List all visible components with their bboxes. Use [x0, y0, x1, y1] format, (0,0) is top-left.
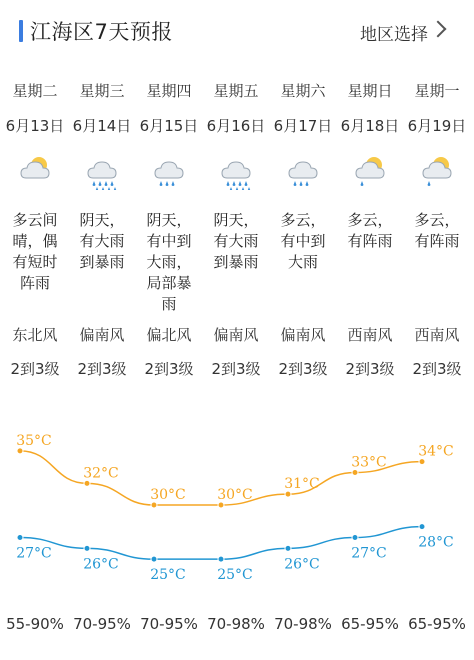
rain-icon — [136, 154, 202, 190]
page-title: 江海区7天预报 — [30, 20, 173, 44]
day-date: 6月14日 — [72, 117, 132, 135]
low-temp-point — [17, 535, 23, 541]
day-description: 多云，有阵雨 — [414, 211, 460, 250]
low-temp-point — [151, 556, 157, 562]
day-weekday: 星期一 — [414, 82, 460, 100]
day-date: 6月19日 — [407, 117, 467, 135]
day-description: 阴天，有中到大雨，局部暴雨 — [146, 211, 192, 313]
forecast-header — [0, 0, 474, 62]
sun-shower-icon — [404, 154, 470, 190]
day-humidity: 55-90% — [6, 615, 64, 633]
day-wind-level: 2到3级 — [144, 360, 194, 378]
heavy-rain-icon — [69, 154, 135, 190]
day-humidity: 65-95% — [341, 615, 399, 633]
sun-shower-icon — [337, 154, 403, 190]
day-wind-level: 2到3级 — [278, 360, 328, 378]
day-wind-level: 2到3级 — [412, 360, 462, 378]
day-weekday: 星期四 — [146, 82, 192, 100]
region-select-link[interactable]: 地区选择 — [360, 25, 428, 45]
day-wind-direction: 西南风 — [414, 326, 460, 344]
rain-icon — [270, 154, 336, 190]
low-temp-point — [285, 545, 291, 551]
high-temp-label: 32°C — [83, 465, 119, 482]
day-date: 6月18日 — [340, 117, 400, 135]
day-wind-direction: 西南风 — [347, 326, 393, 344]
day-weekday: 星期六 — [280, 82, 326, 100]
chevron-right-icon[interactable] — [430, 21, 447, 38]
day-date: 6月13日 — [5, 117, 65, 135]
day-wind-level: 2到3级 — [211, 360, 261, 378]
day-wind-direction: 偏南风 — [280, 326, 326, 344]
day-wind-direction: 偏南风 — [79, 326, 125, 344]
day-wind-level: 2到3级 — [10, 360, 60, 378]
day-description: 阴天，有大雨到暴雨 — [213, 211, 259, 271]
low-temp-point — [419, 524, 425, 530]
high-temp-label: 33°C — [351, 454, 387, 471]
low-temp-label: 27°C — [351, 545, 387, 562]
low-temp-label: 25°C — [150, 567, 186, 580]
day-humidity: 70-95% — [73, 615, 131, 633]
day-wind-direction: 东北风 — [12, 326, 58, 344]
day-humidity: 70-98% — [207, 615, 265, 633]
title-accent-bar — [19, 20, 23, 42]
day-weekday: 星期二 — [12, 82, 58, 100]
day-wind-level: 2到3级 — [77, 360, 127, 378]
low-temp-label: 26°C — [83, 556, 119, 573]
day-description: 多云，有中到大雨 — [280, 211, 326, 271]
high-temp-label: 30°C — [217, 487, 253, 503]
day-date: 6月16日 — [206, 117, 266, 135]
day-weekday: 星期三 — [79, 82, 125, 100]
day-humidity: 70-95% — [140, 615, 198, 633]
high-temp-label: 35°C — [16, 432, 52, 449]
partly-cloudy-icon — [2, 154, 68, 190]
day-humidity: 65-95% — [408, 615, 466, 633]
low-temp-point — [352, 535, 358, 541]
day-date: 6月17日 — [273, 117, 333, 135]
high-temp-label: 34°C — [418, 443, 454, 460]
day-description: 多云间晴，偶有短时阵雨 — [12, 211, 58, 292]
day-weekday: 星期五 — [213, 82, 259, 100]
day-weekday: 星期日 — [347, 82, 393, 100]
low-temp-point — [84, 545, 90, 551]
day-date: 6月15日 — [139, 117, 199, 135]
low-temp-label: 28°C — [418, 534, 454, 551]
day-wind-direction: 偏南风 — [213, 326, 259, 344]
low-temp-label: 26°C — [284, 556, 320, 573]
day-description: 阴天，有大雨到暴雨 — [79, 211, 125, 271]
low-temp-label: 25°C — [217, 567, 253, 580]
high-temp-label: 30°C — [150, 487, 186, 503]
low-temp-point — [218, 556, 224, 562]
heavy-rain-icon — [203, 154, 269, 190]
day-wind-direction: 偏北风 — [146, 326, 192, 344]
day-humidity: 70-98% — [274, 615, 332, 633]
low-temp-label: 27°C — [16, 545, 52, 562]
high-temp-label: 31°C — [284, 476, 320, 493]
day-wind-level: 2到3级 — [345, 360, 395, 378]
temperature-chart — [0, 430, 474, 580]
day-description: 多云，有阵雨 — [347, 211, 393, 250]
